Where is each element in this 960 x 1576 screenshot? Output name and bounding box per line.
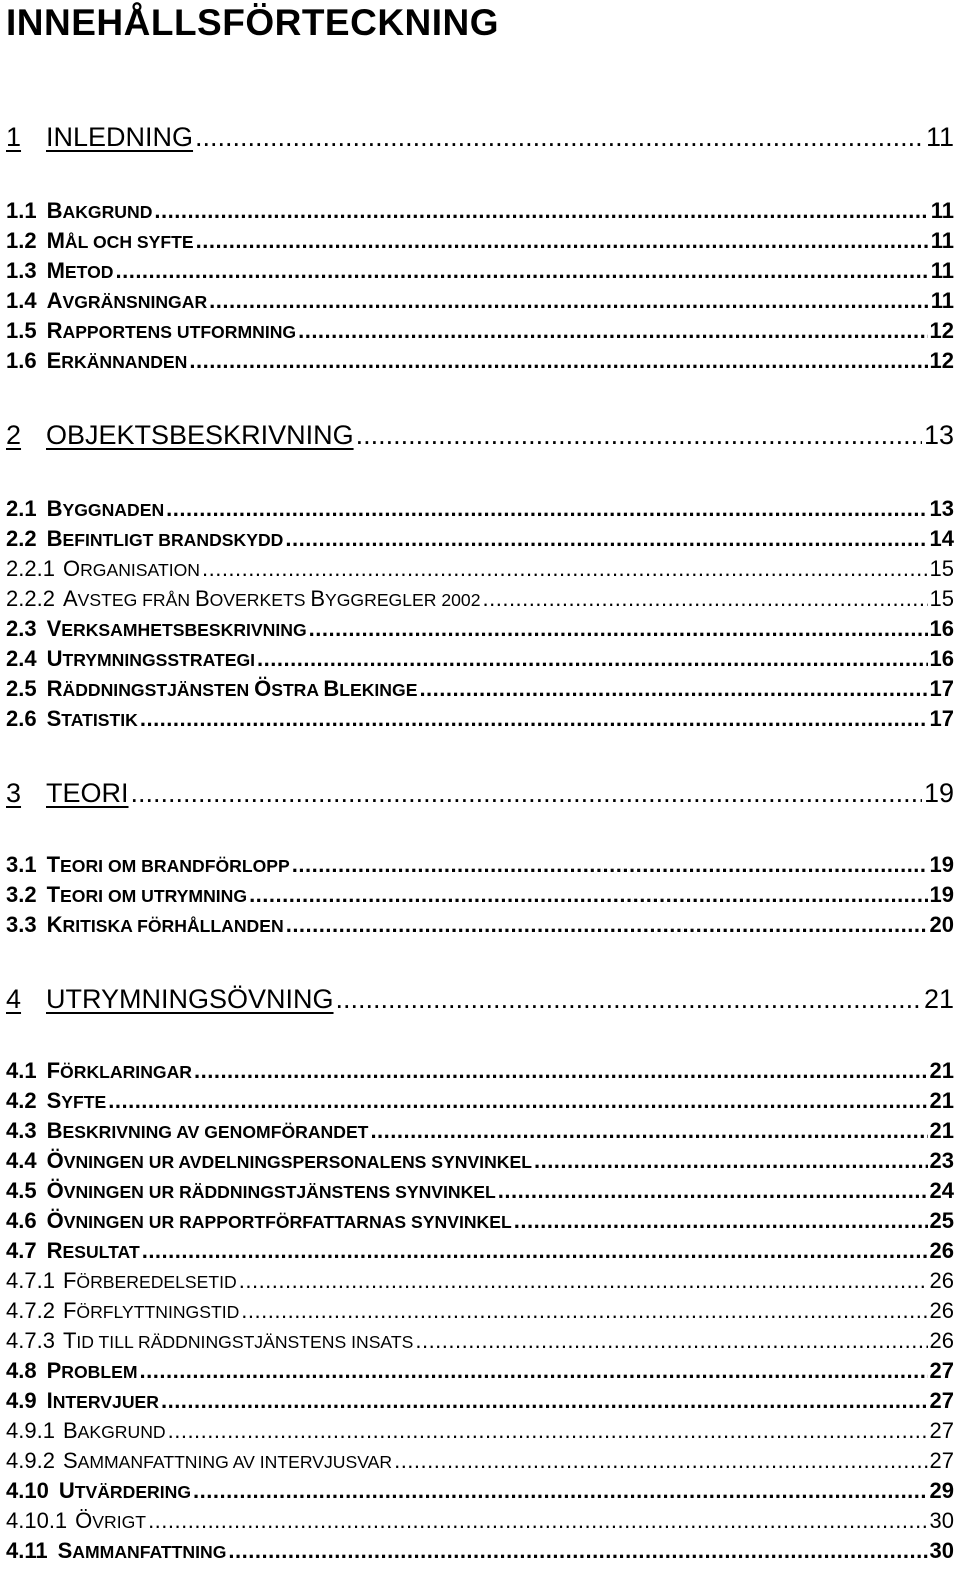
toc-label: UTRYMNINGSSTRATEGI: [46, 646, 256, 671]
toc-entry-1-5[interactable]: [6, 318, 954, 344]
toc-label: SAMMANFATTNING: [57, 1538, 227, 1563]
dot-leader: [356, 420, 922, 451]
toc-page-number: 15: [929, 586, 954, 611]
toc-label: OBJEKTSBESKRIVNING: [46, 420, 354, 450]
toc-entry-2-1[interactable]: [6, 496, 954, 522]
toc-number: 2.3: [6, 616, 37, 641]
toc-label: SYFTE: [46, 1088, 107, 1113]
toc-page-number: 26: [929, 1298, 954, 1323]
toc-entry-1-1[interactable]: [6, 198, 954, 224]
dot-leader: [298, 318, 927, 344]
toc-number: 4.2: [6, 1088, 37, 1113]
toc-page-number: 27: [929, 1418, 954, 1443]
toc-label: RÄDDNINGSTJÄNSTEN ÖSTRA BLEKINGE: [46, 676, 418, 701]
toc-number: 4.7.3: [6, 1328, 55, 1353]
toc-number: 4.10: [6, 1478, 49, 1503]
toc-entry-2-5[interactable]: [6, 676, 954, 702]
toc-entry-2-3[interactable]: [6, 616, 954, 642]
toc-entry-4-11[interactable]: [6, 1538, 954, 1564]
toc-number: 4.6: [6, 1208, 37, 1233]
toc-label: PROBLEM: [46, 1358, 138, 1383]
toc-number: 1.5: [6, 318, 37, 343]
dot-leader: [286, 912, 928, 938]
toc-page-number: 27: [929, 1388, 954, 1413]
toc-number: 3: [6, 778, 22, 808]
toc-label: VERKSAMHETSBESKRIVNING: [46, 616, 307, 641]
toc-label: MÅL OCH SYFTE: [46, 228, 194, 253]
toc-page-number: 17: [929, 706, 954, 731]
toc-label: FÖRKLARINGAR: [46, 1058, 192, 1083]
toc-page-number: 21: [929, 1058, 954, 1083]
toc-page-number: 19: [929, 852, 954, 877]
toc-entry-3[interactable]: [6, 778, 954, 809]
dot-leader: [131, 778, 922, 809]
toc-label: UTVÄRDERING: [58, 1478, 192, 1503]
toc-entry-4-10[interactable]: [6, 1478, 954, 1504]
toc-number: 4: [6, 984, 22, 1014]
toc-page-number: 15: [929, 556, 954, 581]
toc-page-number: 12: [929, 348, 954, 373]
dot-leader: [285, 526, 927, 552]
dot-leader: [292, 852, 928, 878]
dot-leader: [189, 348, 927, 374]
toc-label: UTRYMNINGSÖVNING: [46, 984, 334, 1014]
dot-leader: [196, 228, 929, 254]
toc-entry-2-4[interactable]: [6, 646, 954, 672]
toc-page-number: 19: [929, 882, 954, 907]
dot-leader: [257, 646, 927, 672]
toc-label: BAKGRUND: [62, 1418, 166, 1443]
toc-page-number: 16: [929, 616, 954, 641]
toc-entry-4[interactable]: [6, 984, 954, 1015]
dot-leader: [483, 586, 928, 612]
toc-page-number: 26: [929, 1238, 954, 1263]
toc-page-number: 23: [929, 1148, 954, 1173]
dot-leader: [142, 1238, 928, 1264]
toc-number: 2.4: [6, 646, 37, 671]
dot-leader: [370, 1118, 927, 1144]
toc-number: 1.6: [6, 348, 37, 373]
toc-number: 3.3: [6, 912, 37, 937]
toc-label: FÖRBEREDELSETID: [62, 1268, 237, 1293]
toc-label: TEORI OM BRANDFÖRLOPP: [46, 852, 290, 877]
toc-entry-4-9[interactable]: [6, 1388, 954, 1414]
toc-number: 4.8: [6, 1358, 37, 1383]
toc-entry-4-9-1[interactable]: [6, 1418, 954, 1444]
toc-label: SAMMANFATTNING AV INTERVJUSVAR: [62, 1448, 393, 1473]
page-title: INNEHÅLLSFÖRTECKNING: [6, 2, 500, 43]
toc-label: METOD: [46, 258, 114, 283]
toc-page-number: 27: [929, 1358, 954, 1383]
toc-page-number: 21: [923, 984, 954, 1014]
toc-number: 2.2.2: [6, 586, 55, 611]
dot-leader: [195, 122, 924, 153]
dot-leader: [140, 1358, 928, 1384]
toc-number: 1.2: [6, 228, 37, 253]
toc-label: STATISTIK: [46, 706, 138, 731]
toc-page-number: 30: [929, 1508, 954, 1533]
toc-number: 4.5: [6, 1178, 37, 1203]
toc-label: ÖVNINGEN UR AVDELNINGSPERSONALENS SYNVINKEL: [46, 1148, 532, 1173]
toc-page-number: 11: [930, 228, 954, 253]
dot-leader: [202, 556, 928, 582]
toc-entry-1[interactable]: [6, 122, 954, 153]
toc-page-number: 13: [929, 496, 954, 521]
toc-label: ÖVRIGT: [75, 1508, 147, 1533]
toc-entry-4-7-3[interactable]: [6, 1328, 954, 1354]
toc-label: BESKRIVNING AV GENOMFÖRANDET: [46, 1118, 369, 1143]
dot-leader: [228, 1538, 927, 1564]
toc-label: BYGGNADEN: [46, 496, 165, 521]
toc-label: FÖRFLYTTNINGSTID: [62, 1298, 240, 1323]
toc-number: 1.3: [6, 258, 37, 283]
toc-page-number: 11: [925, 122, 954, 152]
toc-entry-1-4[interactable]: [6, 288, 954, 314]
toc-page-number: 21: [929, 1118, 954, 1143]
toc-page-number: 25: [929, 1208, 954, 1233]
toc-entry-3-3[interactable]: [6, 912, 954, 938]
toc-page-number: 30: [929, 1538, 954, 1563]
toc-entry-1-3[interactable]: [6, 258, 954, 284]
dot-leader: [168, 1418, 928, 1444]
toc-page-number: 17: [929, 676, 954, 701]
toc-label: AVGRÄNSNINGAR: [46, 288, 208, 313]
toc-entry-2-6[interactable]: [6, 706, 954, 732]
dot-leader: [394, 1448, 927, 1474]
dot-leader: [148, 1508, 927, 1534]
toc-number: 4.3: [6, 1118, 37, 1143]
toc-label: KRITISKA FÖRHÅLLANDEN: [46, 912, 284, 937]
dot-leader: [419, 676, 927, 702]
toc-entry-2-2-2[interactable]: [6, 586, 954, 612]
toc-number: 4.7.1: [6, 1268, 55, 1293]
toc-entry-4-5[interactable]: [6, 1178, 954, 1204]
toc-entry-1-6[interactable]: [6, 348, 954, 374]
toc-number: 4.9.1: [6, 1418, 55, 1443]
dot-leader: [498, 1178, 928, 1204]
toc-number: 2: [6, 420, 22, 450]
dot-leader: [161, 1388, 928, 1414]
toc-page-number: 19: [923, 778, 954, 808]
dot-leader: [166, 496, 927, 522]
toc-label: INTERVJUER: [46, 1388, 159, 1413]
toc-page-number: 11: [930, 258, 954, 283]
toc-number: 4.4: [6, 1148, 37, 1173]
toc-label: ERKÄNNANDEN: [46, 348, 188, 373]
toc-label: RESULTAT: [46, 1238, 140, 1263]
toc-page-number: 21: [929, 1088, 954, 1113]
toc-label: TEORI OM UTRYMNING: [46, 882, 248, 907]
dot-leader: [194, 1058, 928, 1084]
toc-number: 2.6: [6, 706, 37, 731]
toc-label: BEFINTLIGT BRANDSKYDD: [46, 526, 284, 551]
toc-entry-4-8[interactable]: [6, 1358, 954, 1384]
dot-leader: [415, 1328, 927, 1354]
toc-number: 4.11: [6, 1538, 48, 1563]
toc-page-number: 12: [929, 318, 954, 343]
toc-entry-4-10-1[interactable]: [6, 1508, 954, 1534]
toc-entry-2-2-1[interactable]: [6, 556, 954, 582]
dot-leader: [534, 1148, 928, 1174]
toc-number: 2.1: [6, 496, 37, 521]
dot-leader: [140, 706, 928, 732]
toc-number: 4.10.1: [6, 1508, 68, 1533]
toc-label: TID TILL RÄDDNINGSTJÄNSTENS INSATS: [62, 1328, 414, 1353]
toc-number: 1: [6, 122, 22, 152]
toc-label: INLEDNING: [46, 122, 194, 152]
toc-entry-4-7-1[interactable]: [6, 1268, 954, 1294]
dot-leader: [336, 984, 922, 1015]
dot-leader: [193, 1478, 927, 1504]
toc-number: 2.2.1: [6, 556, 55, 581]
toc-label: AVSTEG FRÅN BOVERKETS BYGGREGLER 2002: [62, 586, 481, 611]
toc-page-number: 29: [929, 1478, 954, 1503]
toc-number: 4.7.2: [6, 1298, 55, 1323]
toc-entry-3-1[interactable]: [6, 852, 954, 878]
dot-leader: [154, 198, 928, 224]
toc-entry-2-2[interactable]: [6, 526, 954, 552]
toc-label: RAPPORTENS UTFORMNING: [46, 318, 297, 343]
toc-page-number: 20: [929, 912, 954, 937]
dot-leader: [309, 616, 928, 642]
toc-number: 4.9: [6, 1388, 37, 1413]
toc-entry-4-7-2[interactable]: [6, 1298, 954, 1324]
toc-number: 4.9.2: [6, 1448, 55, 1473]
toc-page-number: 11: [930, 288, 954, 313]
toc-entry-4-7[interactable]: [6, 1238, 954, 1264]
toc-entry-4-3[interactable]: [6, 1118, 954, 1144]
toc-label: TEORI: [46, 778, 129, 808]
dot-leader: [209, 288, 929, 314]
toc-entry-4-6[interactable]: [6, 1208, 954, 1234]
toc-page-number: 26: [929, 1268, 954, 1293]
toc-label: ORGANISATION: [62, 556, 200, 581]
toc-page-number: 24: [929, 1178, 954, 1203]
toc-number: 4.7: [6, 1238, 37, 1263]
toc-number: 1.1: [6, 198, 37, 223]
toc-number: 2.2: [6, 526, 37, 551]
dot-leader: [239, 1268, 928, 1294]
toc-label: BAKGRUND: [46, 198, 153, 223]
toc-number: 2.5: [6, 676, 37, 701]
toc-entry-3-2[interactable]: [6, 882, 954, 908]
toc-entry-1-2[interactable]: [6, 228, 954, 254]
toc-page-number: 16: [929, 646, 954, 671]
dot-leader: [249, 882, 927, 908]
dot-leader: [115, 258, 928, 284]
toc-entry-4-9-2[interactable]: [6, 1448, 954, 1474]
toc-number: 3.2: [6, 882, 37, 907]
toc-label: ÖVNINGEN UR RÄDDNINGSTJÄNSTENS SYNVINKEL: [46, 1178, 496, 1203]
toc-number: 1.4: [6, 288, 37, 313]
toc-entry-2[interactable]: [6, 420, 954, 451]
toc-number: 4.1: [6, 1058, 37, 1083]
dot-leader: [241, 1298, 927, 1324]
toc-page-number: 13: [923, 420, 954, 450]
toc-label: ÖVNINGEN UR RAPPORTFÖRFATTARNAS SYNVINKEL: [46, 1208, 512, 1233]
toc-number: 3.1: [6, 852, 37, 877]
toc-entry-4-4[interactable]: [6, 1148, 954, 1174]
dot-leader: [108, 1088, 927, 1114]
toc-page-number: 14: [929, 526, 954, 551]
dot-leader: [514, 1208, 928, 1234]
toc-entry-4-2[interactable]: [6, 1088, 954, 1114]
toc-page-number: 27: [929, 1448, 954, 1473]
toc-entry-4-1[interactable]: [6, 1058, 954, 1084]
toc-page-number: 26: [929, 1328, 954, 1353]
toc-page-number: 11: [930, 198, 954, 223]
